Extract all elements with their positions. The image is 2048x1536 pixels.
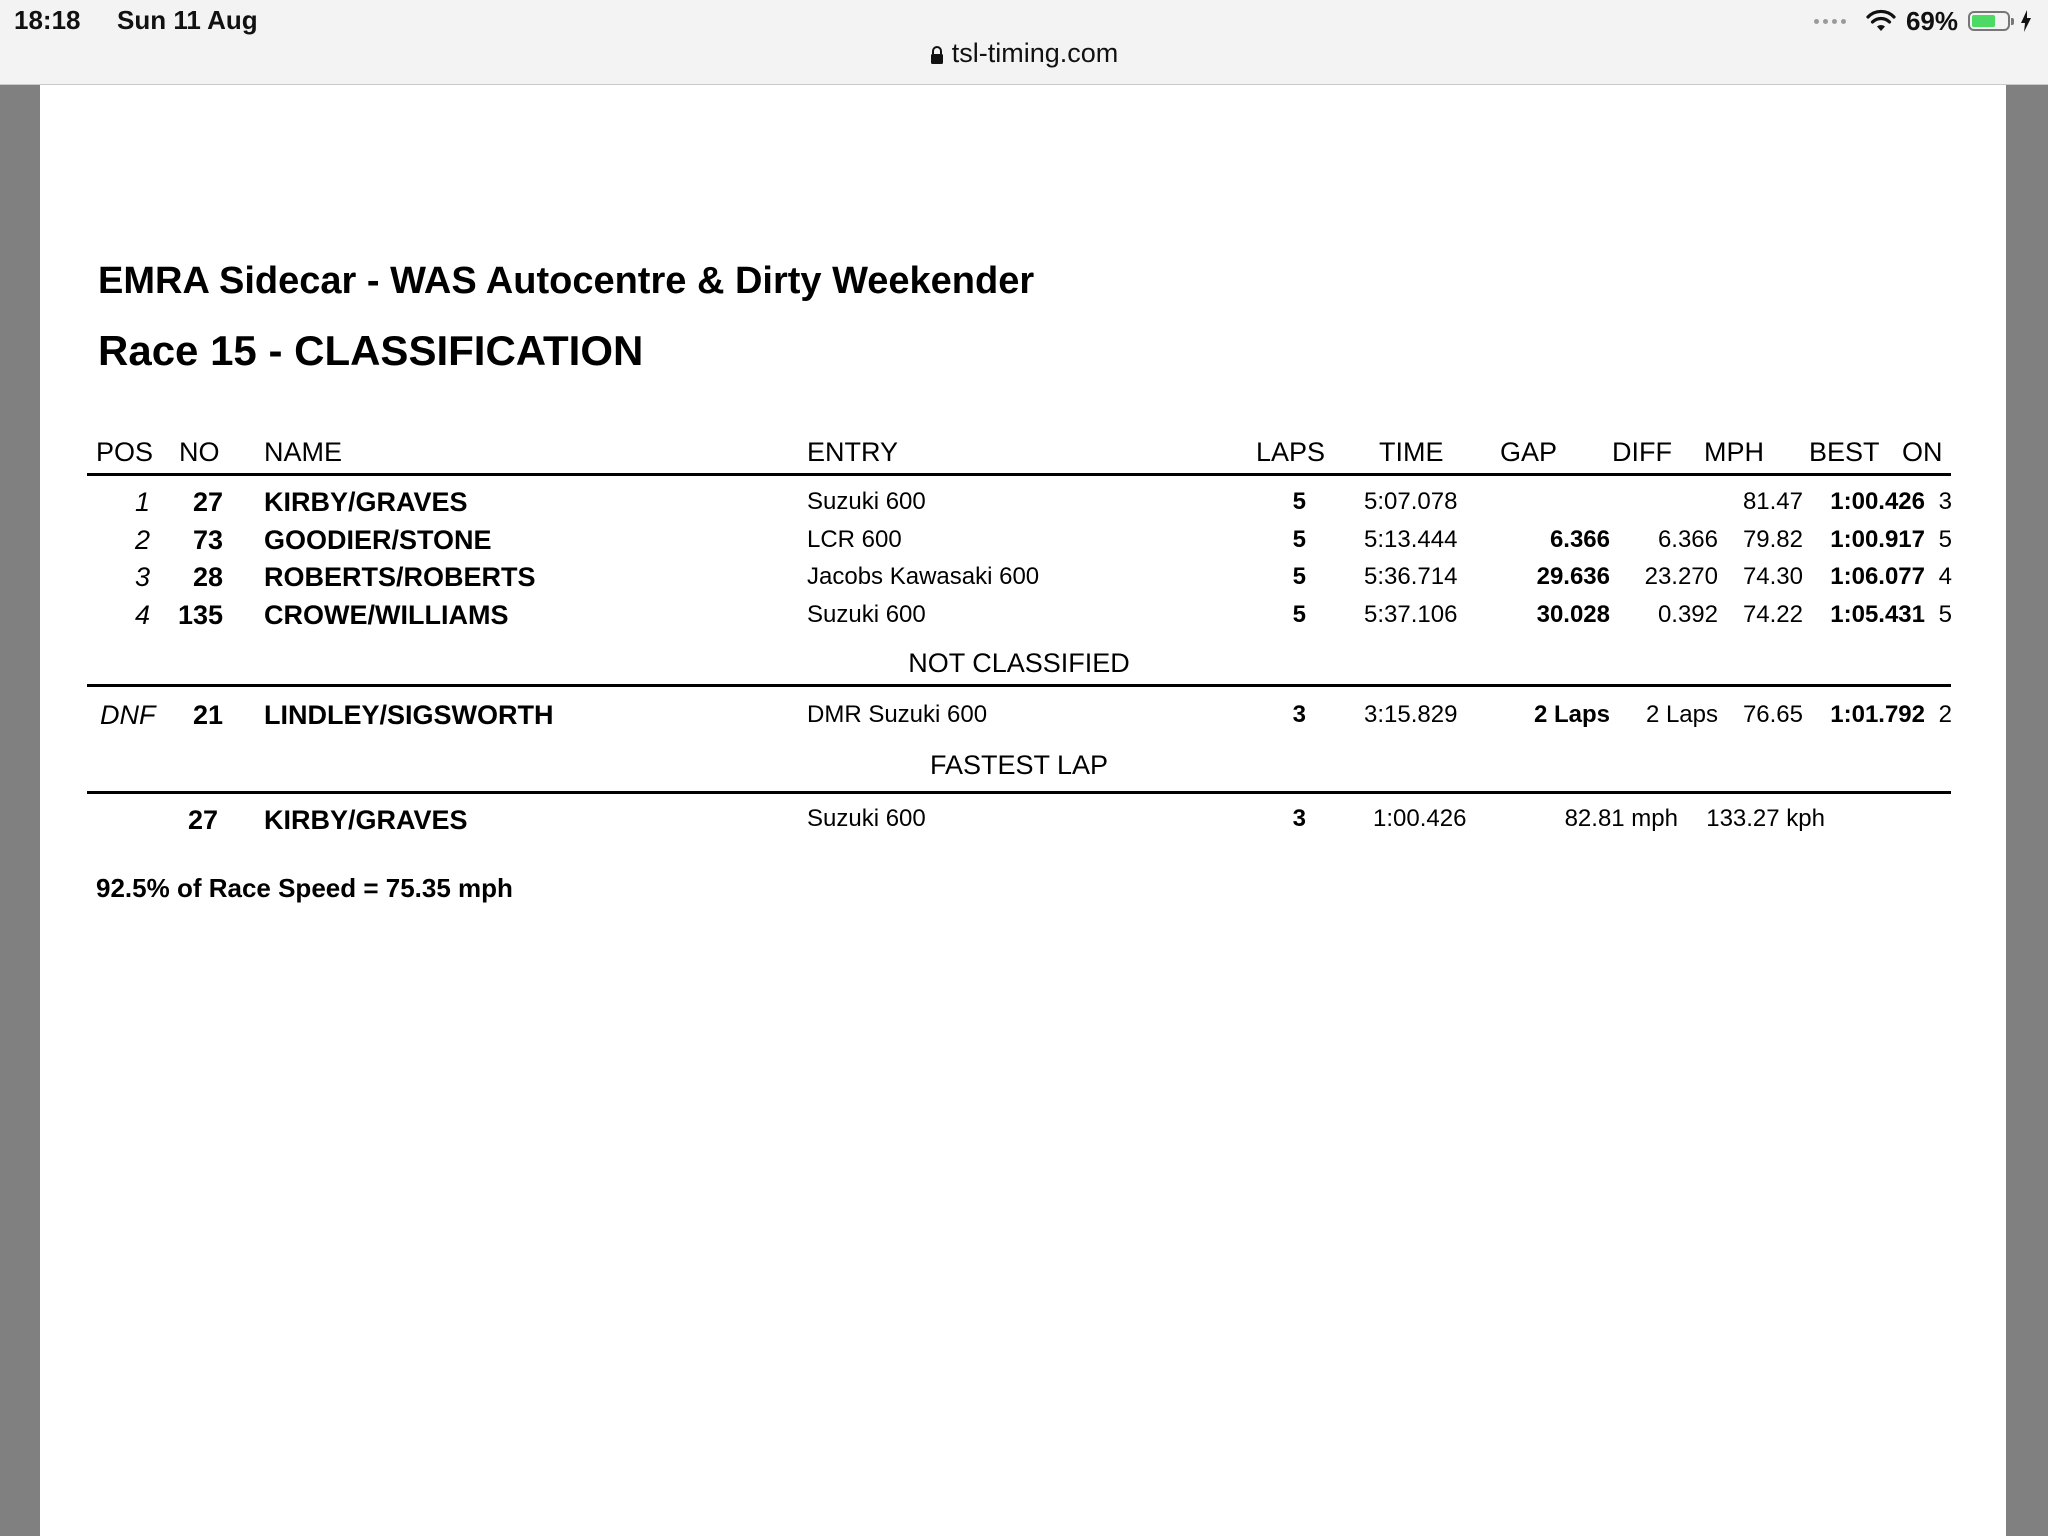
status-time: 18:18 [14,5,81,35]
not-classified-heading: NOT CLASSIFIED [908,648,1130,678]
cell-on: 3 [1938,488,1952,515]
wifi-icon [1866,9,1896,33]
fastest-lap-heading: FASTEST LAP [929,750,1109,780]
cell-no: 73 [192,524,223,555]
cell-time: 5:13.444 [1364,525,1458,553]
header-mph: MPH [1704,437,1764,467]
results-document [40,85,2006,1536]
cell-name: ROBERTS/ROBERTS [264,562,536,592]
header-name: NAME [264,437,343,467]
cell-pos: DNF [100,700,156,730]
cell-time: 3:15.829 [1364,701,1458,728]
cell-mph: 79.82 [1742,525,1803,553]
document-subtitle: Race 15 - CLASSIFICATION [98,327,644,374]
cell-mph: 74.30 [1742,563,1803,590]
cell-pos: 3 [134,562,150,592]
cell-laps: 5 [1292,525,1306,553]
cell-pos: 1 [134,487,150,517]
lock-icon [930,46,944,64]
cell-diff: 2 Laps [1645,701,1718,728]
url-text: tsl-timing.com [951,38,1119,68]
cell-time: 5:36.714 [1364,563,1458,590]
cell-mph: 81.47 [1742,488,1803,515]
cell-no: 135 [177,599,223,630]
header-time: TIME [1379,437,1444,467]
cell-best: 1:05.431 [1830,600,1925,628]
cell-diff: 6.366 [1657,525,1718,553]
battery-percent: 69% [1905,5,1958,36]
battery-icon [1968,11,2010,31]
status-date: Sun 11 Aug [117,5,258,35]
fastest-lap-no: 27 [188,805,219,835]
not-classified-divider [87,684,1951,687]
header-laps: LAPS [1256,437,1326,467]
fastest-lap-kph: 133.27 kph [1706,805,1825,832]
cell-best: 1:00.426 [1830,488,1925,515]
cell-gap: 29.636 [1536,563,1610,590]
fastest-lap-entry: Suzuki 600 [807,805,926,832]
header-best: BEST [1809,437,1880,467]
cell-gap: 2 Laps [1533,701,1610,728]
cell-entry: Jacobs Kawasaki 600 [807,563,1040,590]
cell-name: KIRBY/GRAVES [264,487,468,517]
cell-entry: Suzuki 600 [807,488,926,515]
cell-name: CROWE/WILLIAMS [264,599,509,630]
header-diff: DIFF [1612,437,1672,467]
fastest-lap-name: KIRBY/GRAVES [264,805,468,835]
cell-entry: DMR Suzuki 600 [807,701,988,728]
fastest-lap-mph: 82.81 mph [1564,805,1678,832]
cell-laps: 5 [1292,488,1306,515]
cell-no: 21 [192,700,223,730]
cell-gap: 30.028 [1536,600,1610,628]
cell-no: 27 [192,487,223,517]
cell-time: 5:37.106 [1364,600,1458,628]
cell-mph: 76.65 [1742,701,1803,728]
header-on: ON [1902,437,1943,467]
header-gap: GAP [1500,437,1558,467]
cell-no: 28 [192,562,223,592]
cell-on: 2 [1938,701,1952,728]
cell-mph: 74.22 [1742,600,1803,628]
cell-name: LINDLEY/SIGSWORTH [264,700,554,730]
cell-entry: LCR 600 [807,525,902,553]
charging-bolt-icon [2020,10,2032,32]
address-bar[interactable] [0,38,2048,69]
header-divider [87,473,1951,476]
header-no: NO [179,437,220,467]
cell-on: 5 [1938,600,1952,628]
cell-best: 1:01.792 [1830,701,1925,728]
cell-on: 4 [1938,563,1952,590]
cell-diff: 23.270 [1644,563,1718,590]
cell-gap: 6.366 [1549,525,1610,553]
cell-on: 5 [1938,525,1952,553]
race-speed-note: 92.5% of Race Speed = 75.35 mph [96,873,513,903]
cell-time: 5:07.078 [1364,488,1458,515]
signal-dots-icon [1814,19,1846,24]
cell-laps: 5 [1292,563,1306,590]
browser-top-bar [0,0,2048,85]
fastest-lap-divider [87,791,1951,794]
cell-pos: 2 [134,524,150,555]
cell-best: 1:06.077 [1830,563,1925,590]
cell-laps: 3 [1292,701,1306,728]
cell-entry: Suzuki 600 [807,600,926,628]
status-indicators [1814,4,2032,38]
document-title: EMRA Sidecar - WAS Autocentre & Dirty Weekender [98,260,1035,302]
header-entry: ENTRY [807,437,899,467]
cell-name: GOODIER/STONE [264,524,492,555]
cell-best: 1:00.917 [1830,525,1925,553]
cell-laps: 5 [1292,600,1306,628]
cell-diff: 0.392 [1657,600,1718,628]
fastest-lap-lap: 3 [1292,805,1306,832]
fastest-lap-time: 1:00.426 [1373,805,1467,832]
cell-pos: 4 [134,599,150,630]
header-pos: POS [96,437,154,467]
